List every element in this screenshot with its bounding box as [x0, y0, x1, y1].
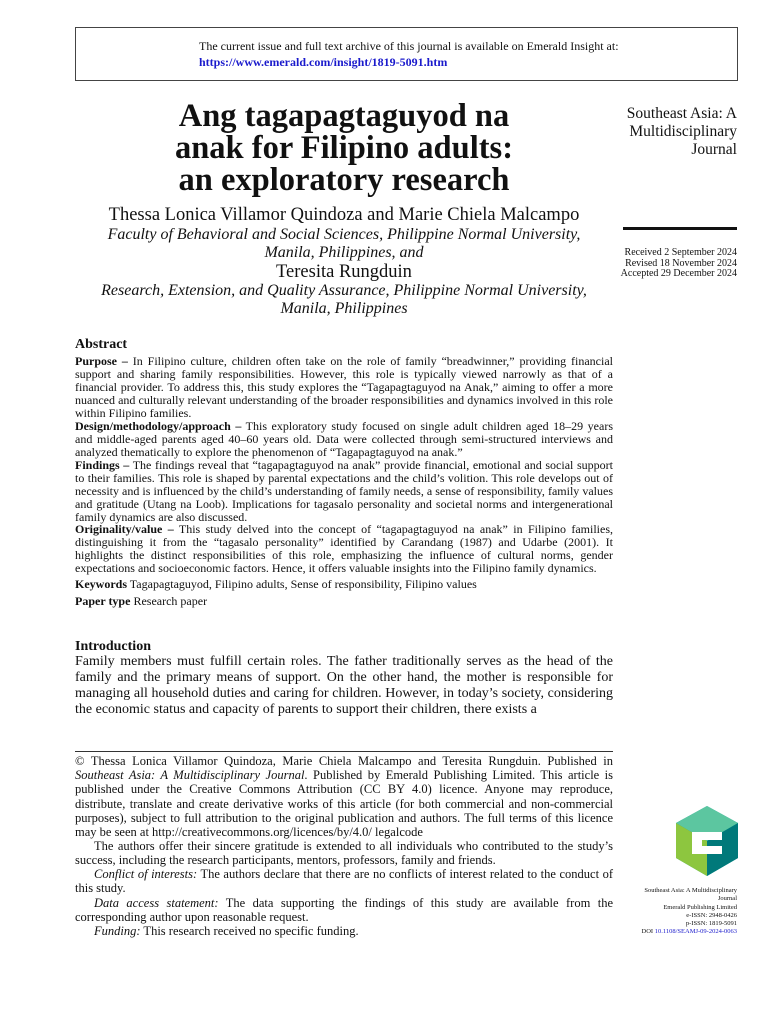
funding-text: This research received no specific funding.: [140, 924, 359, 938]
originality-text: This study delved into the concept of “tagapagtaguyod na anak” in Filipino families, distinguishing it from the “tagasalo personality” identified by Carandang (1987) and Udarbe (2001). It highlights the distinct responsibilities of this role, emphasizing the influence of cultural norms, gender expectations and socioeconomic factors. Hence, it offers valuable insights into the Filipino family dynamics.: [75, 522, 613, 575]
copyright-text-a: © Thessa Lonica Villamor Quindoza, Marie Chiela Malcampo and Teresita Rungduin. Published in: [75, 754, 613, 768]
keywords: [75, 577, 477, 591]
keywords-text: Tagapagtaguyod, Filipino adults, Sense of responsibility, Filipino values: [129, 577, 477, 591]
conflict-label: Conflict of interests:: [94, 867, 198, 881]
title-line-3: an exploratory research: [178, 162, 510, 198]
conflict-text: The authors declare that there are no conflicts of interest related to the conduct of this study.: [75, 867, 613, 896]
title-line-2: anak for Filipino adults:: [174, 130, 514, 166]
abstract-purpose: [75, 355, 613, 420]
conflict-note: [75, 867, 613, 895]
abstract-design: [75, 420, 613, 459]
author-name-2: Teresita Rungduin: [276, 262, 412, 282]
journal-divider: [623, 227, 737, 230]
journal-metadata: [617, 887, 737, 937]
journal-link[interactable]: https://www.emerald.com/insight/1819-5091.htm: [199, 55, 448, 69]
paper-type-text: Research paper: [133, 594, 208, 608]
purpose-text: In Filipino culture, children often take on the role of family “breadwinner,” providing financial support and sharing family responsibilities. However, this role is typically viewed narrowly as that of a financial provider. To address this, this study explores the “Tagapagtaguyod na Anak,” aiming to offer a more nuanced and culturally relevant understanding of the broader responsibilities and dynamics involved in this role within Filipino families.: [75, 354, 614, 420]
journal-name: [577, 105, 737, 159]
introduction-text: Family members must fulfill certain roles. The father traditionally serves as the head of the family and the primary means of support. On the other hand, the mother is responsible for managing all household duties and caring for children. However, in today’s society, considering the economic status and capacity of parents to support their children, there exists a: [75, 654, 613, 717]
originality-label: Originality/value –: [75, 522, 174, 536]
journal-name-line-2: Multidisciplinary: [629, 123, 737, 140]
abstract-originality: [75, 523, 613, 575]
article-title: [124, 100, 564, 196]
paper-type-label: Paper type: [75, 594, 131, 608]
archive-notice-text: The current issue and full text archive of this journal is available on Emerald Insight at:: [199, 39, 619, 53]
revised-date: Revised 18 November 2024: [625, 257, 737, 269]
paper-type: [75, 594, 207, 608]
meta-doi: [617, 928, 737, 936]
affiliation-1-line-1: Faculty of Behavioral and Social Sciences, Philippine Normal University,: [107, 226, 581, 243]
funding-note: [75, 924, 613, 938]
author-names-1: Thessa Lonica Villamor Quindoza and Marie Chiela Malcampo: [108, 205, 580, 225]
abstract-findings: [75, 459, 613, 524]
journal-name-line-1: Southeast Asia: A: [626, 105, 737, 122]
author-affiliation-1: [75, 226, 613, 262]
affiliation-2-line-2: Manila, Philippines: [280, 300, 408, 317]
meta-journal-line-1: Southeast Asia: A Multidisciplinary: [644, 887, 737, 894]
copyright-journal: Southeast Asia: A Multidisciplinary Journal: [75, 768, 305, 783]
funding-label: Funding:: [94, 924, 141, 938]
keywords-label: Keywords: [75, 577, 127, 591]
meta-publisher: Emerald Publishing Limited: [663, 903, 737, 911]
introduction-heading: Introduction: [75, 639, 151, 654]
abstract-heading: Abstract: [75, 337, 128, 352]
title-line-1: Ang tagapagtaguyod na: [178, 98, 510, 134]
design-text: This exploratory study focused on single adult children aged 18–29 years and middle-aged parents aged 40–60 years old. Data were collected through semi-structured interviews and analyzed thematically to explore the phenomenon of “Tagapagtaguyod na anak.”: [75, 419, 613, 459]
design-label: Design/methodology/approach –: [75, 419, 242, 433]
copyright-text-b: . Published by Emerald Publishing Limited. This article is published under the Creative Commons Attribution (CC BY 4.0) licence. Anyone may reproduce, distribute, translate and create derivative works of this article (for both commercial and non-commercial purposes), subject to full attribution to the original publication and authors. The full terms of this licence may be seen at http://creativecommons.org/licences/by/4.0/ legalcode: [75, 768, 613, 840]
doi-link[interactable]: 10.1108/SEAMJ-09-2024-0063: [654, 928, 737, 936]
data-access-note: [75, 896, 613, 924]
findings-text: The findings reveal that “tagapagtaguyod na anak” provide financial, emotional and social support to their families. This role is shaped by parental expectations and the child’s volition. This role develops out of necessity and is influenced by the child’s understanding of family needs, a sense of responsibility, family values and gratitude (Utang na Loob). Implications for tagasalo personality and societal norms and intergenerational family dynamics are also discussed.: [75, 458, 613, 524]
meta-journal-line-2: Journal: [717, 895, 737, 903]
affiliation-1-line-2: Manila, Philippines, and: [264, 244, 424, 261]
affiliation-2-line-1: Research, Extension, and Quality Assurance, Philippine Normal University,: [101, 282, 587, 299]
received-date: Received 2 September 2024: [624, 247, 737, 258]
journal-name-line-3: Journal: [691, 141, 737, 158]
acknowledgement-note: The authors offer their sincere gratitude is extended to all individuals who contributed to the study’s success, including the research participants, mentors, professors, family and friends.: [75, 839, 613, 868]
data-access-label: Data access statement:: [94, 896, 219, 910]
archive-notice-box: [75, 27, 738, 81]
footnote-divider: [75, 751, 613, 752]
meta-eissn: e-ISSN: 2948-0426: [686, 911, 737, 919]
purpose-label: Purpose –: [75, 354, 128, 368]
accepted-date: Accepted 29 December 2024: [620, 268, 737, 279]
meta-pissn: p-ISSN: 1819-5091: [685, 920, 737, 928]
article-dates: [621, 248, 737, 280]
publisher-logo-icon: [676, 806, 738, 876]
findings-label: Findings –: [75, 458, 130, 472]
doi-label: DOI: [641, 928, 655, 936]
author-affiliation-2: [75, 282, 613, 318]
copyright-note: [75, 754, 613, 839]
data-access-text: The data supporting the findings of this study are available from the corresponding author upon reasonable request.: [75, 896, 613, 925]
